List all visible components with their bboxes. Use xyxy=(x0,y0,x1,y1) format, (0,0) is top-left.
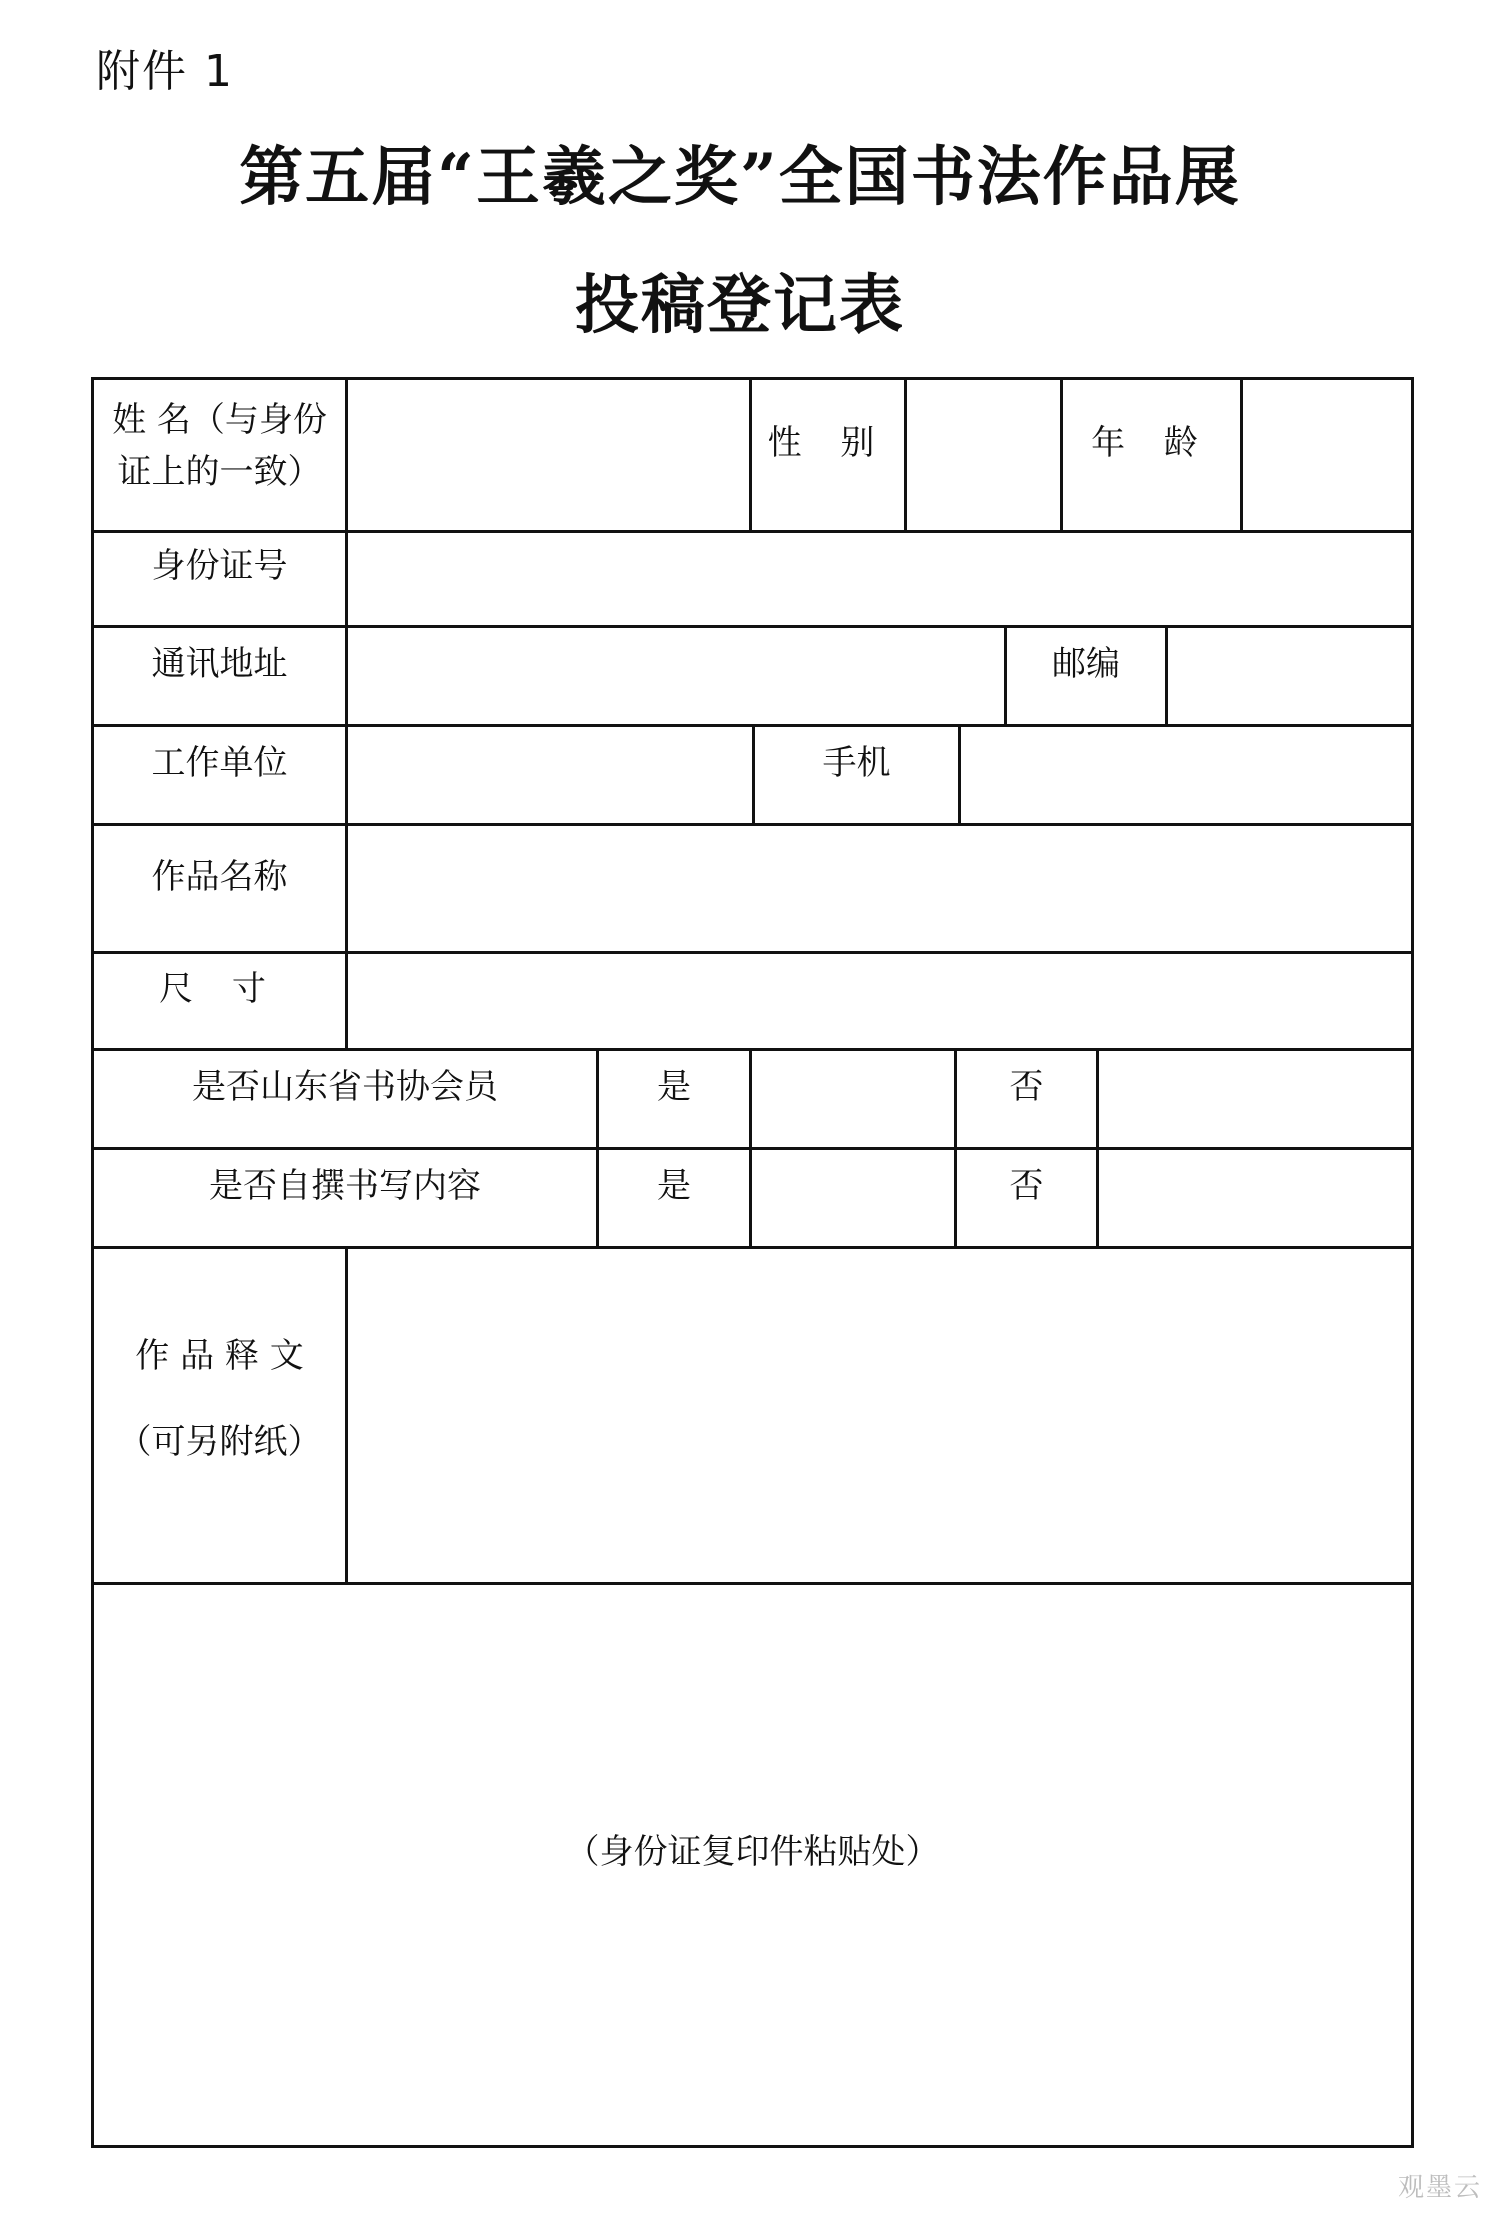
self-written-no-label: 否 xyxy=(1009,1166,1044,1206)
member-question: 是否山东省书协会员 xyxy=(192,1067,498,1107)
age-label: 年 龄 xyxy=(1091,423,1212,463)
row-divider xyxy=(94,1582,1411,1585)
row-divider xyxy=(94,1147,1411,1150)
id-copy-area-label: （身份证复印件粘贴处） xyxy=(565,1832,940,1872)
form-subtitle: 投稿登记表 xyxy=(575,268,905,343)
column-divider xyxy=(904,380,907,530)
attachment-label: 附件 1 xyxy=(96,46,234,97)
workplace-label: 工作单位 xyxy=(151,743,288,783)
size-label: 尺 寸 xyxy=(159,969,280,1009)
column-divider xyxy=(1096,1048,1099,1246)
column-divider xyxy=(958,724,961,823)
row-divider xyxy=(94,823,1411,826)
column-divider xyxy=(345,380,348,1048)
row-divider xyxy=(94,1048,1411,1051)
column-divider xyxy=(1240,380,1243,530)
column-divider xyxy=(1165,625,1168,724)
row-divider xyxy=(94,1246,1411,1249)
row-divider xyxy=(94,951,1411,954)
address-label: 通讯地址 xyxy=(151,644,288,684)
mobile-label: 手机 xyxy=(822,743,891,783)
gender-label: 性 别 xyxy=(767,423,889,463)
self-written-question: 是否自撰书写内容 xyxy=(209,1166,481,1206)
transcription-note: （可另附纸） xyxy=(117,1422,322,1462)
id-number-label: 身份证号 xyxy=(151,546,288,586)
name-label-line2: 证上的一致） xyxy=(117,452,322,492)
member-yes-label: 是 xyxy=(657,1067,691,1107)
registration-form-table xyxy=(91,377,1414,2148)
work-title-label: 作品名称 xyxy=(151,857,288,897)
member-no-label: 否 xyxy=(1009,1067,1044,1107)
form-title: 第五届“王羲之奖”全国书法作品展 xyxy=(239,140,1241,215)
self-written-yes-label: 是 xyxy=(657,1166,691,1206)
name-label-line1: 姓 名（与身份 xyxy=(112,400,327,440)
column-divider xyxy=(345,1246,348,1582)
row-divider xyxy=(94,625,1411,628)
postcode-label: 邮编 xyxy=(1052,644,1120,684)
watermark: 观墨云 xyxy=(1397,2173,1482,2203)
row-divider xyxy=(94,530,1411,533)
transcription-label: 作 品 释 文 xyxy=(135,1336,304,1376)
column-divider xyxy=(749,1048,752,1246)
